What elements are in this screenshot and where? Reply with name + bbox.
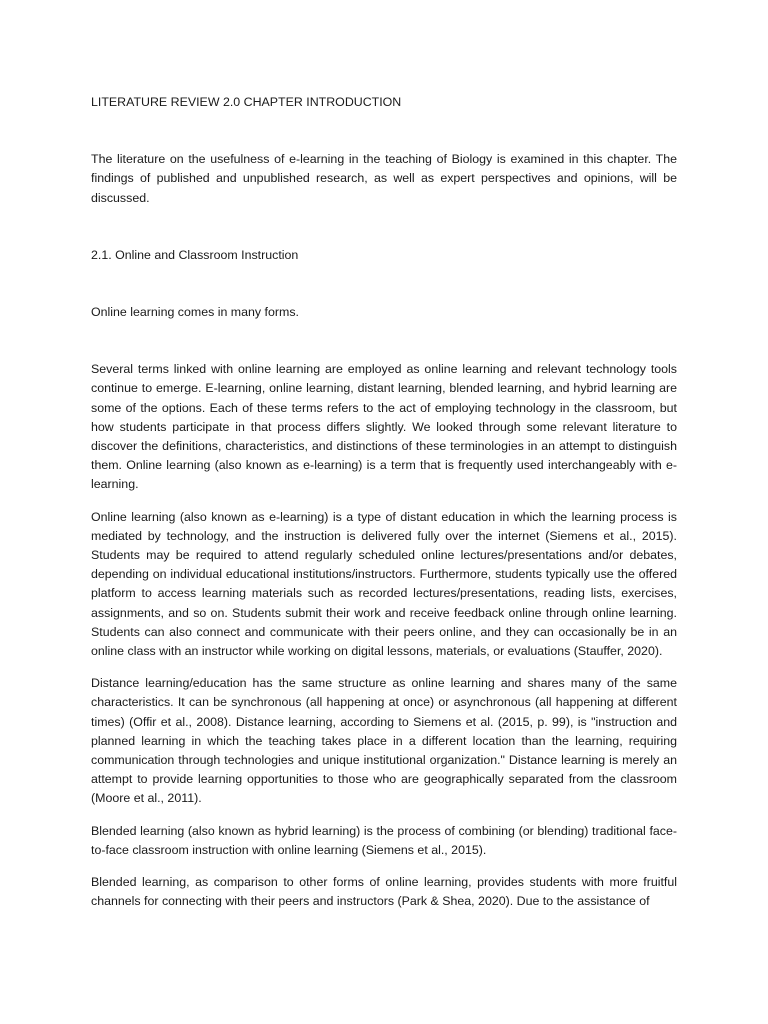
- document-body: [91, 93, 677, 912]
- body-paragraph-3: Distance learning/education has the same structure as online learning and shares many of the same characteristics. It can be synchronous (all happening at once) or asynchronous (all happening at different times) (Offir et al., 2008). Distance learning, according to Siemens et al. (2015, p. 99), is "instruction and planned learning in which the teaching takes place in a different location than the learning, requiring communication through technologies and unique institutional organization." Distance learning is merely an attempt to provide learning opportunities to those who are geographically separated from the classroom (Moore et al., 2011).: [91, 676, 677, 806]
- section-heading: 2.1. Online and Classroom Instruction: [91, 247, 299, 262]
- body-paragraph-4: Blended learning (also known as hybrid learning) is the process of combining (or blending) traditional face-to-face classroom instruction with online learning (Siemens et al., 2015).: [91, 823, 677, 857]
- intro-paragraph: The literature on the usefulness of e-learning in the teaching of Biology is examined in this chapter. The findings of published and unpublished research, as well as expert perspectives and opinions, will be discussed.: [91, 152, 677, 205]
- body-paragraph-1: Several terms linked with online learning are employed as online learning and relevant technology tools continue to emerge. E-learning, online learning, distant learning, blended learning, and hybrid learning are some of the options. Each of these terms refers to the act of employing technology in the classroom, but how students participate in that process differs slightly. We looked through some relevant literature to discover the definitions, characteristics, and distinctions of these terminologies in an attempt to distinguish them. Online learning (also known as e-learning) is a term that is frequently used interchangeably with e-learning.: [91, 362, 677, 492]
- subheading: Online learning comes in many forms.: [91, 305, 299, 320]
- chapter-title: LITERATURE REVIEW 2.0 CHAPTER INTRODUCTION: [91, 95, 402, 109]
- body-paragraph-5: Blended learning, as comparison to other forms of online learning, provides students with more fruitful channels for connecting with their peers and instructors (Park & Shea, 2020). Due to the assistance of: [91, 875, 677, 909]
- body-paragraph-2: Online learning (also known as e-learning) is a type of distant education in which the learning process is mediated by technology, and the instruction is delivered fully over the internet (Siemens et al., 2015). Students may be required to attend regularly scheduled online lectures/presentations and/or debates, depending on individual educational institutions/instructors. Furthermore, students typically use the offered platform to access learning materials such as recorded lectures/presentations, reading lists, exercises, assignments, and so on. Students submit their work and receive feedback online through online learning. Students can also connect and communicate with their peers online, and they can occasionally be in an online class with an instructor while working on digital lessons, materials, or evaluations (Stauffer, 2020).: [91, 509, 677, 659]
